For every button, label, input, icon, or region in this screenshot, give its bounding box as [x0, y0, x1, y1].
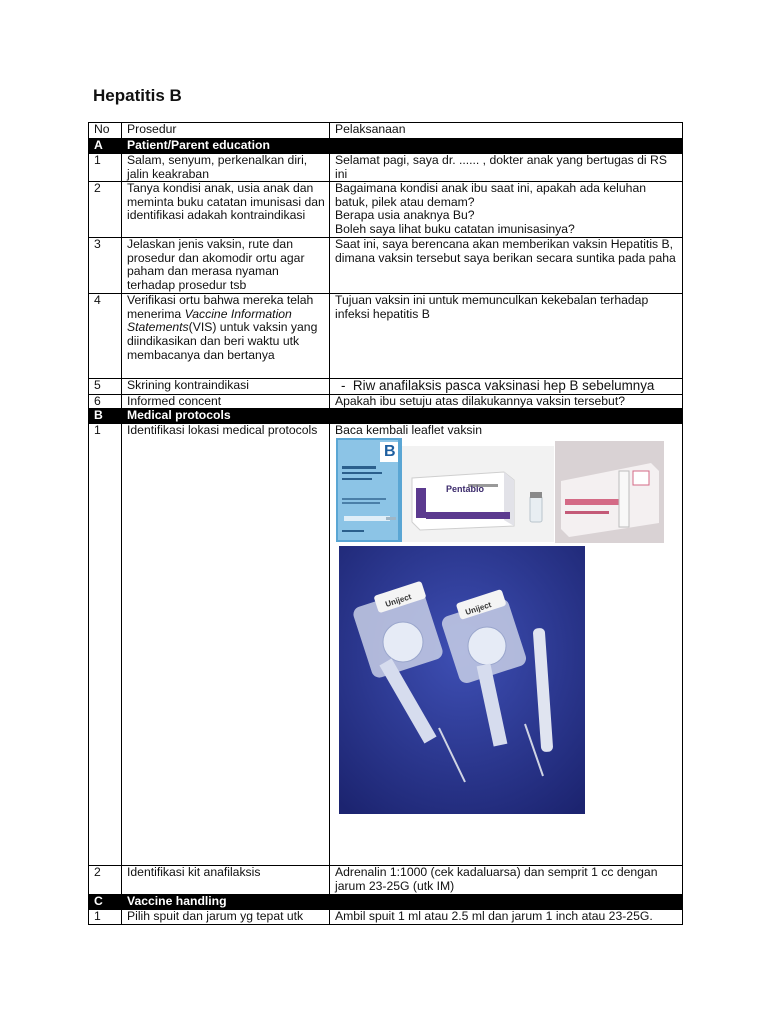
row-prosedur — [122, 294, 330, 379]
row-prosedur: Jelaskan jenis vaksin, rute dan prosedur dan akomodir ortu agar paham dan merasa nyaman terhadap prosedur tsb — [122, 238, 330, 294]
row-pelaksanaan: Adrenalin 1:1000 (cek kadaluarsa) dan semprit 1 cc dengan jarum 23-25G (utk IM) — [330, 866, 683, 894]
pelaksanaan-line: Boleh saya lihat buku catatan imunisasinya? — [335, 221, 575, 236]
table-row — [89, 182, 683, 238]
table-row — [89, 866, 683, 894]
row-no: 3 — [89, 238, 122, 294]
row-prosedur: Salam, senyum, perkenalkan diri, jalin keakraban — [122, 154, 330, 182]
table-header-row — [89, 123, 683, 139]
dash-list-item — [335, 379, 654, 394]
header-pelaksanaan: Pelaksanaan — [330, 123, 683, 139]
section-row-a — [89, 139, 683, 154]
prosedur-text: (VIS) untuk vaksin yang diindikasikan dan beri waktu utk membacanya dan bertanya — [127, 320, 318, 362]
row-pelaksanaan: Apakah ibu setuju atas dilakukannya vaksin tersebut? — [330, 394, 683, 409]
table-row — [89, 154, 683, 182]
table-row — [89, 238, 683, 294]
section-title: Vaccine handling — [122, 894, 683, 909]
vis-title: Vaccine Information Statements — [127, 306, 292, 335]
uniject-label: Uniject — [384, 592, 413, 609]
row-no: 6 — [89, 394, 122, 409]
row-prosedur: Skrining kontraindikasi — [122, 379, 330, 395]
row-pelaksanaan: Tujuan vaksin ini untuk memunculkan kekebalan terhadap infeksi hepatitis B — [330, 294, 683, 379]
pentabio-label: Pentabio — [446, 484, 485, 494]
dash-bullet: - — [341, 378, 346, 394]
row-prosedur: Identifikasi lokasi medical protocols — [122, 424, 330, 866]
row-no: 1 — [89, 424, 122, 866]
row-no: 1 — [89, 909, 122, 924]
row-pelaksanaan: Ambil spuit 1 ml atau 2.5 ml dan jarum 1 inch atau 23-25G. — [330, 909, 683, 924]
vaccine-leaflet-box-image — [336, 438, 402, 542]
row-pelaksanaan: Selamat pagi, saya dr. ...... , dokter anak yang bertugas di RS ini — [330, 154, 683, 182]
row-prosedur: Tanya kondisi anak, usia anak dan meminta buku catatan imunisasi dan identifikasi adakah kontraindikasi — [122, 182, 330, 238]
row-pelaksanaan — [330, 379, 683, 395]
header-no: No — [89, 123, 122, 139]
row-pelaksanaan: Baca kembali leaflet vaksin — [330, 424, 683, 866]
box-letter: B — [384, 443, 396, 460]
header-prosedur: Prosedur — [122, 123, 330, 139]
section-letter: B — [89, 409, 122, 424]
table-row — [89, 294, 683, 379]
row-pelaksanaan — [330, 182, 683, 238]
row-no: 4 — [89, 294, 122, 379]
row-prosedur: Pilih spuit dan jarum yg tepat utk — [122, 909, 330, 924]
row-no: 2 — [89, 182, 122, 238]
uniject-syringe-image — [339, 546, 585, 814]
row-prosedur: Informed concent — [122, 394, 330, 409]
row-no: 5 — [89, 379, 122, 395]
vaccine-package-image — [555, 441, 664, 543]
row-no: 1 — [89, 154, 122, 182]
section-title: Medical protocols — [122, 409, 683, 424]
pelaksanaan-line: Bagaimana kondisi anak ibu saat ini, apakah ada keluhan batuk, pilek atau demam? — [335, 181, 647, 209]
prosedur-text: Verifikasi ortu bahwa mereka telah menerima — [127, 293, 314, 321]
table-row — [89, 909, 683, 924]
table-row — [89, 379, 683, 395]
row-prosedur: Identifikasi kit anafilaksis — [122, 866, 330, 894]
section-row-c — [89, 894, 683, 909]
pelaksanaan-line: Berapa usia anaknya Bu? — [335, 208, 475, 223]
section-title: Patient/Parent education — [122, 139, 683, 154]
row-pelaksanaan: Saat ini, saya berencana akan memberikan vaksin Hepatitis B, dimana vaksin tersebut saya berikan secara suntika pada paha — [330, 238, 683, 294]
section-letter: A — [89, 139, 122, 154]
page-title: Hepatitis B — [93, 86, 182, 105]
row-no: 2 — [89, 866, 122, 894]
section-letter: C — [89, 894, 122, 909]
pentabio-box-image — [402, 446, 554, 542]
table-row — [89, 394, 683, 409]
uniject-label: Uniject — [464, 600, 493, 617]
dash-item-text: Riw anafilaksis pasca vaksinasi hep B sebelumnya — [352, 378, 655, 394]
section-row-b — [89, 409, 683, 424]
